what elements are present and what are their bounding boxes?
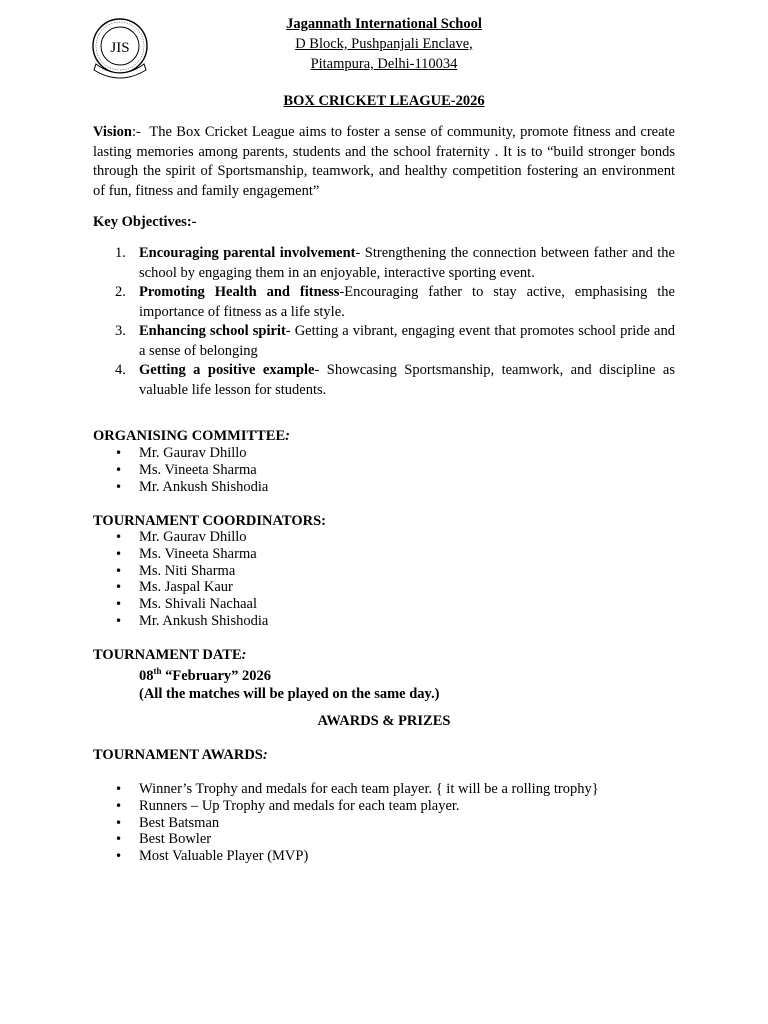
- vision-text: The Box Cricket League aims to foster a sense of community, promote fitness and create lasting memories among parents, students and the school fraternity . It is to “build stronger bonds through the spirit of Sportsmanship, teamwork, and healthy competition fostering an environment of fun, fitness and family engagement”: [93, 124, 679, 199]
- list-item: • Ms. Shivali Nachaal: [93, 596, 675, 613]
- list-item: • Best Bowler: [93, 831, 675, 848]
- school-name: Jagannath International School: [286, 16, 482, 32]
- committee-heading-text: ORGANISING COMMITTEE: [93, 428, 286, 444]
- address-line-2: Pitampura, Delhi-110034: [310, 56, 458, 72]
- tournament-date: [139, 662, 439, 703]
- list-item: • Ms. Niti Sharma: [93, 563, 675, 580]
- list-item: • Ms. Vineeta Sharma: [93, 462, 675, 479]
- item-text: - Getting a vibrant, engaging event that promotes school pride and a sense of belonging: [139, 323, 675, 359]
- item-text: - Strengthening the connection between father and the school by engaging them in an enjoyable, interactive sporting event.: [139, 245, 675, 281]
- objectives-heading: Key Objectives:-: [93, 214, 197, 230]
- awards-title: AWARDS & PRIZES: [317, 713, 451, 729]
- date-line: [139, 662, 439, 685]
- item-bold-label: Promoting Health and fitness: [139, 284, 340, 300]
- list-item: • Most Valuable Player (MVP): [93, 848, 675, 865]
- list-item: • Ms. Jaspal Kaur: [93, 579, 675, 596]
- coordinators-heading: TOURNAMENT COORDINATORS:: [93, 513, 326, 529]
- list-item: [93, 322, 675, 361]
- objectives-list: [93, 244, 675, 400]
- list-item: • Best Batsman: [93, 815, 675, 832]
- item-number: 3.: [115, 323, 126, 339]
- vision-label: Vision: [93, 124, 132, 140]
- coordinators-list: [93, 529, 675, 630]
- date-colon: :: [241, 647, 247, 663]
- item-number: 4.: [115, 362, 126, 378]
- awards-colon: :: [262, 747, 268, 763]
- item-bold-label: Enhancing school spirit: [139, 323, 286, 339]
- list-item: [93, 283, 675, 322]
- committee-heading: [93, 428, 290, 445]
- list-item: • Mr. Gaurav Dhillo: [93, 445, 675, 462]
- list-item: • Runners – Up Trophy and medals for each team player.: [93, 798, 675, 815]
- date-heading-text: TOURNAMENT DATE: [93, 647, 242, 663]
- date-month-year: “February” 2026: [161, 667, 272, 684]
- awards-heading: [93, 747, 268, 764]
- school-header: [93, 14, 675, 74]
- date-note: (All the matches will be played on the same day.): [139, 685, 440, 702]
- list-item: [93, 361, 675, 400]
- address-line-1: D Block, Pushpanjali Enclave,: [295, 36, 473, 52]
- date-day-suffix: th: [153, 666, 162, 676]
- item-text: -Encouraging father to stay active, emphasising the importance of fitness as a life style.: [139, 284, 675, 320]
- date-day: 08: [139, 667, 154, 684]
- item-bold-label: Getting a positive example: [139, 362, 315, 378]
- logo-text: JIS: [110, 40, 130, 56]
- item-text: - Showcasing Sportsmanship, teamwork, and discipline as valuable life lesson for students.: [139, 362, 675, 398]
- list-item: • Winner’s Trophy and medals for each team player. { it will be a rolling trophy}: [93, 781, 675, 798]
- list-item: • Mr. Ankush Shishodia: [93, 479, 675, 496]
- committee-colon: :: [285, 428, 290, 444]
- item-number: 1.: [115, 245, 126, 261]
- list-item: [93, 244, 675, 283]
- vision-separator: :-: [131, 124, 141, 140]
- awards-heading-text: TOURNAMENT AWARDS: [93, 747, 263, 763]
- committee-list: [93, 445, 675, 495]
- item-number: 2.: [115, 284, 126, 300]
- document-title: BOX CRICKET LEAGUE-2026: [283, 93, 485, 109]
- awards-list: [93, 781, 675, 865]
- list-item: • Mr. Gaurav Dhillo: [93, 529, 675, 546]
- list-item: • Mr. Ankush Shishodia: [93, 613, 675, 630]
- list-item: • Ms. Vineeta Sharma: [93, 546, 675, 563]
- item-bold-label: Encouraging parental involvement: [139, 245, 356, 261]
- vision-paragraph: [93, 123, 679, 201]
